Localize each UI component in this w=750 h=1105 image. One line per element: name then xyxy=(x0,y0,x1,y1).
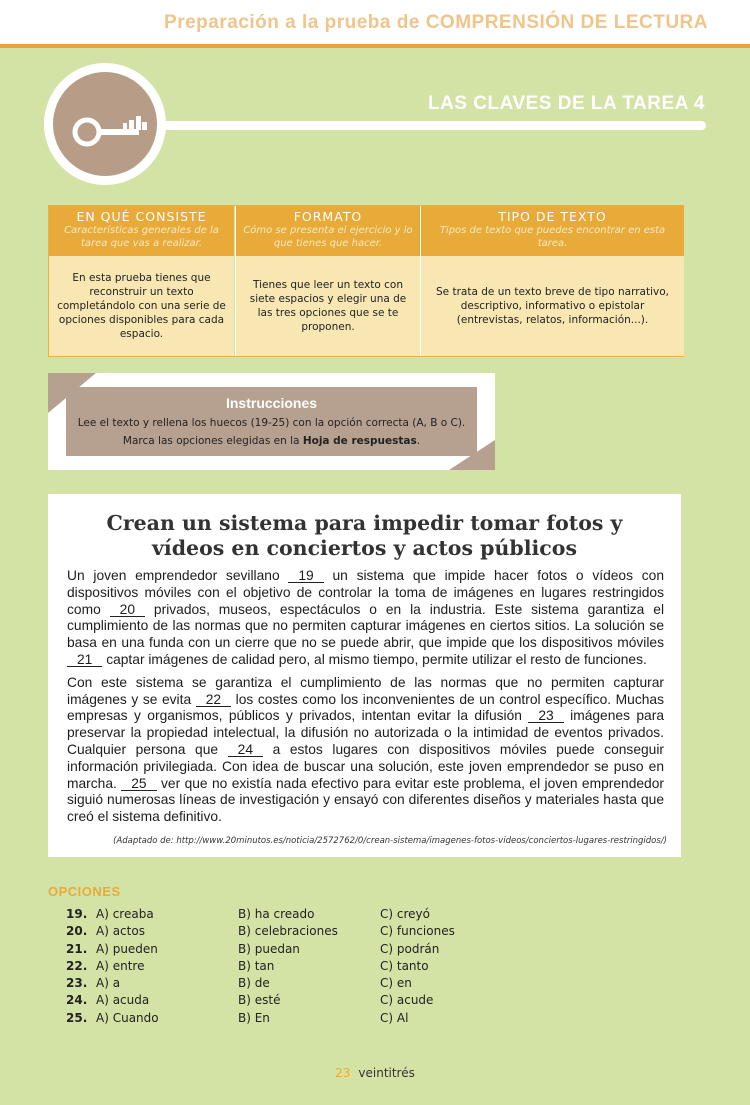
page-number: 23 xyxy=(335,1066,351,1080)
option-c: C) Al xyxy=(380,1010,409,1025)
option-a: A) a xyxy=(96,976,121,991)
instructions-line: Lee el texto y rellena los huecos (19-25) con la opción correcta (A, B o C). xyxy=(77,417,466,429)
page-footer xyxy=(0,1066,750,1080)
info-column-tipo xyxy=(420,206,684,356)
article-text: a estos lugares con dispositivos móviles puede conseguir información privilegiada. Con idea de buscar una solución, este joven emprendedor se puso en marcha. xyxy=(67,741,664,791)
gap-23: 23 xyxy=(528,709,563,723)
page-word: veintitrés xyxy=(358,1066,415,1080)
option-a: A) Cuando xyxy=(96,1010,159,1025)
key-icon xyxy=(53,72,157,176)
option-number: 19. xyxy=(66,907,88,921)
gap-22: 22 xyxy=(196,693,231,707)
option-c: C) creyó xyxy=(380,907,430,921)
article-source: (Adaptado de: http://www.20minutos.es/noticia/2572762/0/crean-sistema/imagenes-fotos-videos/conciertos-lugares-restringidos/) xyxy=(113,836,667,846)
instructions-text: . xyxy=(416,435,421,447)
answer-sheet-label: Hoja de respuestas xyxy=(302,435,417,447)
gap-21: 21 xyxy=(67,653,102,667)
info-header xyxy=(49,206,234,256)
article-title xyxy=(48,511,681,561)
key-emblem xyxy=(44,63,166,185)
article-text: un sistema que impide hacer fotos o vídeos con dispositivos móviles con el objetivo de controlar la toma de imágenes en lugares restringidos como xyxy=(67,568,664,617)
option-b: B) puedan xyxy=(238,941,300,956)
option-number: 23. xyxy=(66,976,88,991)
info-column-formato xyxy=(235,206,420,356)
article-text: captar imágenes de calidad pero, al mismo tiempo, permite utilizar el resto de funciones. xyxy=(102,651,647,667)
info-header-title: FORMATO xyxy=(293,209,363,224)
option-b: B) de xyxy=(238,976,270,991)
option-number: 20. xyxy=(66,924,88,939)
section-rule xyxy=(150,121,706,130)
option-number: 21. xyxy=(66,941,88,956)
article-text: privados, museos, espectáculos o en la industria. Este sistema garantiza el cumplimiento de las normas que no permiten capturar imágenes en ciertos sitios. La solución se basa en una funda con un cierre que no se puede abrir, que impide que los dispositivos móviles xyxy=(67,601,665,651)
info-header-subtitle: Características generales de la tarea que vas a realizar. xyxy=(64,225,219,249)
gap-25: 25 xyxy=(121,777,156,791)
info-body: Tienes que leer un texto con siete espacios y elegir una de las tres opciones que se te proponen. xyxy=(236,256,420,356)
option-b: B) celebraciones xyxy=(238,924,338,939)
option-number: 22. xyxy=(66,958,88,973)
article-title-line: Crean un sistema para impedir tomar fotos y xyxy=(106,511,623,535)
option-number: 25. xyxy=(66,1010,88,1025)
article-paragraph xyxy=(67,568,664,669)
gap-20: 20 xyxy=(110,603,145,617)
instructions-text: Marca las opciones elegidas en la xyxy=(122,435,303,447)
section-title: LAS CLAVES DE LA TAREA 4 xyxy=(428,93,705,114)
option-a: A) creaba xyxy=(96,907,154,921)
article xyxy=(48,494,681,857)
instructions-box xyxy=(48,373,495,470)
info-header xyxy=(236,206,420,256)
info-header-subtitle: Tipos de texto que puedes encontrar en esta tarea. xyxy=(439,225,666,249)
header-rule xyxy=(0,44,750,48)
info-header-title: EN QUÉ CONSISTE xyxy=(76,209,207,224)
option-a: A) acuda xyxy=(96,993,150,1008)
option-c: C) en xyxy=(380,976,412,991)
info-header xyxy=(421,206,684,256)
article-text: imágenes para preservar la propiedad intelectual, la difusión no autorizada o la intimidad de eventos privados. Cualquier persona que xyxy=(67,708,664,757)
gap-19: 19 xyxy=(288,569,323,583)
article-text: ver que no existía nada efectivo para evitar este problema, el joven emprendedor siguió numerosas líneas de investigación y ensayó con diferentes diseños y materiales hasta que creó el sistema definitivo. xyxy=(67,775,665,825)
article-paragraph xyxy=(67,675,664,826)
option-a: A) entre xyxy=(96,958,145,973)
instructions-line xyxy=(48,435,495,447)
key-emblem-inner xyxy=(53,72,157,176)
article-text: Un joven emprendedor sevillano xyxy=(67,568,280,583)
info-body: Se trata de un texto breve de tipo narrativo, descriptivo, informativo o epistolar (entrevistas, relatos, información...). xyxy=(421,256,684,356)
info-body: En esta prueba tienes que reconstruir un texto completándolo con una serie de opciones disponibles para cada espacio. xyxy=(49,256,234,356)
page-header-title: Preparación a la prueba de COMPRENSIÓN DE LECTURA xyxy=(164,12,708,33)
article-title-line: vídeos en conciertos y actos públicos xyxy=(152,536,577,560)
option-b: B) ha creado xyxy=(238,907,315,921)
article-body xyxy=(67,568,664,832)
option-number: 24. xyxy=(66,993,88,1008)
task-info-table xyxy=(48,205,684,357)
option-a: A) actos xyxy=(96,924,145,939)
info-header-subtitle: Cómo se presenta el ejercicio y lo que tienes que hacer. xyxy=(243,225,413,249)
option-c: C) acude xyxy=(380,993,434,1008)
article-text: los costes como los inconvenientes de un control específico. Muchas empresas y organismos, públicos y privados, intentan evitar la difusión xyxy=(67,691,664,724)
option-c: C) funciones xyxy=(380,924,455,939)
option-a: A) pueden xyxy=(96,941,158,956)
option-c: C) podrán xyxy=(380,941,440,956)
gap-24: 24 xyxy=(228,743,263,757)
info-header-title: TIPO DE TEXTO xyxy=(498,209,607,224)
option-b: B) tan xyxy=(238,958,275,973)
option-c: C) tanto xyxy=(380,958,429,973)
article-text: Con este sistema se garantiza el cumplimiento de las normas que no permiten capturar imágenes y se evita xyxy=(67,674,664,707)
info-column-consiste xyxy=(49,206,234,356)
instructions-title: Instrucciones xyxy=(225,395,318,411)
options-title: OPCIONES xyxy=(48,884,121,899)
option-b: B) esté xyxy=(238,993,281,1008)
option-b: B) En xyxy=(238,1010,270,1025)
